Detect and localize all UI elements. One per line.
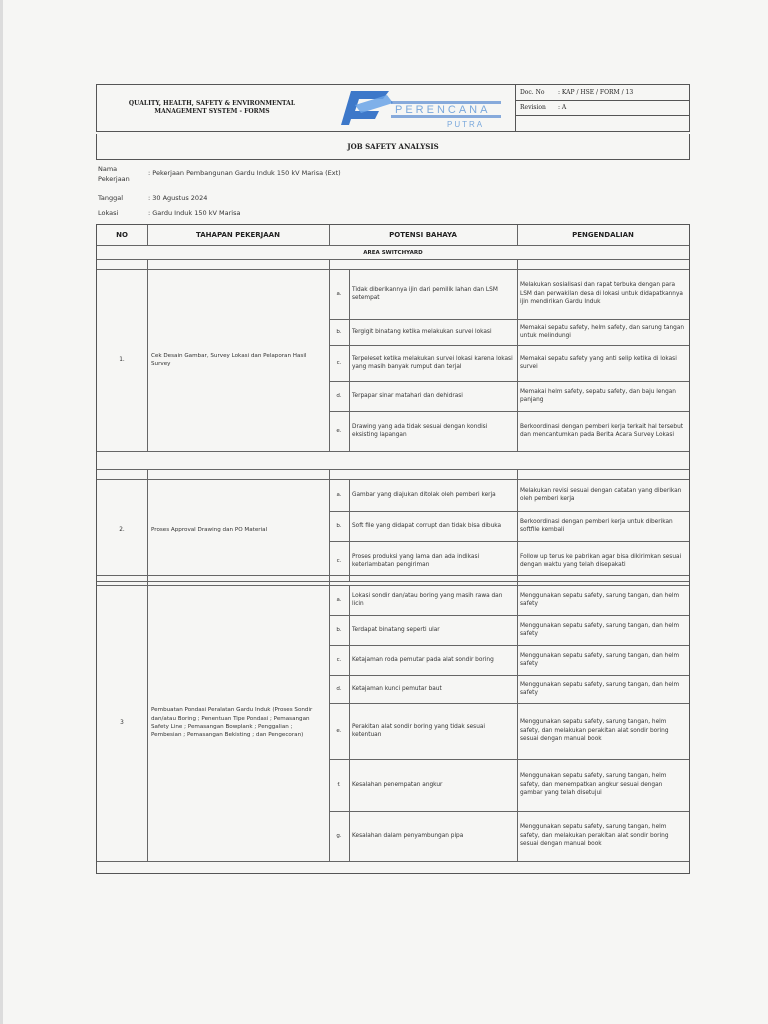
grid-line <box>97 245 689 246</box>
revision-value: : A <box>558 104 567 111</box>
control-text: Menggunakan sepatu safety, sarung tangan, dan helm safety <box>520 622 680 637</box>
hazard-letter: c. <box>336 557 342 564</box>
hazard-text: Lokasi sondir dan/atau boring yang masih rawa dan licin <box>352 592 503 607</box>
hazard-text: Ketajaman roda pemutar pada alat sondir boring <box>352 656 494 663</box>
area-label: AREA SWITCHYARD <box>363 250 423 256</box>
lokasi-value: : Gardu Induk 150 kV Marisa <box>148 209 241 217</box>
grid-line <box>349 269 350 451</box>
hazard-letter: g. <box>336 832 342 839</box>
grid-line <box>517 225 518 245</box>
hazard-text: Tergigit binatang ketika melakukan survei lokasi <box>352 328 492 335</box>
control-text: Berkoordinasi dengan pemberi kerja untuk diberikan softfile kembali <box>520 518 673 533</box>
tanggal-label: Tanggal <box>98 194 124 202</box>
control-text: Menggunakan sepatu safety, sarung tangan, helm safety, dan melakukan perakitan alat sondir boring sesuai dengan manual book <box>520 719 669 743</box>
hazard-text: Terdapat binatang seperti ular <box>352 626 440 633</box>
step-description: Cek Desain Gambar, Survey Lokasi dan Pelaporan Hasil Survey <box>151 352 307 367</box>
grid-line <box>147 259 148 451</box>
step-number: 2. <box>119 526 125 533</box>
col-header-potensi: POTENSI BAHAYA <box>389 231 457 239</box>
company-system-title <box>97 85 327 131</box>
hazard-text: Tidak diberikannya ijin dari pemilik lahan dan LSM setempat <box>352 286 498 301</box>
grid-line <box>97 575 689 576</box>
doc-no-label: Doc. No <box>520 89 545 96</box>
hazard-text: Proses produksi yang lama dan ada indikasi keterlambatan pengiriman <box>352 553 480 568</box>
control-text: Berkoordinasi dengan pemberi kerja terkait hal tersebut dan mencantumkan pada Berita Acara Survey Lokasi <box>520 423 684 438</box>
hazard-text: Soft file yang didapat corrupt dan tidak bisa dibuka <box>352 522 502 529</box>
revision-label: Revision <box>520 104 546 111</box>
nama-label-1: Nama <box>98 165 118 173</box>
logo-text-1: PERENCANA <box>395 104 491 116</box>
grid-line <box>97 469 689 470</box>
grid-line <box>517 259 518 451</box>
step-description: Proses Approval Drawing dan PO Material <box>151 526 268 533</box>
hazard-text: Terpeleset ketika melakukan survei lokasi karena lokasi yang masih banyak rumput dan terjal <box>352 355 513 370</box>
grid-line <box>97 451 689 452</box>
control-text: Memakai helm safety, sepatu safety, dan baju lengan panjang <box>520 388 676 403</box>
hazard-letter: c. <box>336 359 342 366</box>
control-text: Menggunakan sepatu safety, sarung tangan, dan helm safety <box>520 592 680 607</box>
control-text: Menggunakan sepatu safety, sarung tangan, dan helm safety <box>520 652 680 667</box>
grid-line <box>97 581 689 582</box>
hazard-letter: f. <box>337 781 341 788</box>
hazard-letter: e. <box>336 427 342 434</box>
hazard-letter: d. <box>336 392 342 399</box>
control-text: Melakukan revisi sesuai dengan catatan yang diberikan oleh pemberi kerja <box>520 487 682 502</box>
grid-line <box>517 469 518 581</box>
hazard-text: Kesalahan dalam penyambungan pipa <box>352 832 464 839</box>
grid-line <box>329 225 330 245</box>
grid-line <box>147 575 148 861</box>
document-title: JOB SAFETY ANALYSIS <box>96 134 690 160</box>
control-text: Follow up terus ke pabrikan agar bisa dikirimkan sesuai dengan waktu yang telah disepakati <box>520 553 682 568</box>
hazard-letter: e. <box>336 727 342 734</box>
doc-info-box <box>515 85 689 131</box>
hazard-text: Terpapar sinar matahari dan dehidrasi <box>352 392 463 399</box>
hazard-text: Ketajaman kunci pemutar baut <box>352 685 442 692</box>
grid-line <box>349 585 350 861</box>
hazard-letter: b. <box>336 522 342 529</box>
grid-line <box>517 575 518 861</box>
tanggal-value: : 30 Agustus 2024 <box>148 194 208 202</box>
company-logo <box>329 85 515 131</box>
hazard-letter: a. <box>336 491 342 498</box>
step-number: 1. <box>119 356 125 363</box>
grid-line <box>97 259 689 260</box>
hazard-letter: d. <box>336 685 342 692</box>
logo-mark-icon <box>329 85 515 131</box>
control-text: Memakai sepatu safety yang anti selip ketika di lokasi survei <box>520 355 677 370</box>
hazard-letter: b. <box>336 626 342 633</box>
logo-text-2: PUTRA <box>447 120 485 129</box>
hazard-text: Gambar yang diajukan ditolak oleh pemberi kerja <box>352 491 496 498</box>
col-header-pengendalian: PENGENDALIAN <box>572 231 634 239</box>
page-edge <box>0 0 3 1024</box>
company-line-1: QUALITY, HEALTH, SAFETY & ENVIRONMENTAL <box>128 100 296 107</box>
control-text: Menggunakan sepatu safety, sarung tangan, helm safety, dan menempatkan angkur sesuai dengan gambar yang telah disetujui <box>520 773 667 797</box>
hazard-letter: a. <box>336 290 342 297</box>
form-header <box>96 84 690 132</box>
hazard-letter: b. <box>336 328 342 335</box>
hazard-text: Drawing yang ada tidak sesuai dengan kondisi eksisting lapangan <box>352 423 488 438</box>
nama-value: : Pekerjaan Pembangunan Gardu Induk 150 kV Marisa (Ext) <box>148 169 341 177</box>
step-description: Pembuatan Pondasi Peralatan Gardu Induk (Proses Sondir dan/atau Boring ; Penentuan Tipe Pondasi ; Pemasangan Safety Line ; Pemasangan Bowplank ; Penggalian ; Pembesian ; Pemasangan Bekisting ; dan Pengecoran) <box>151 707 313 739</box>
company-line-2: MANAGEMENT SYSTEM - FORMS <box>154 108 270 115</box>
hazard-text: Kesalahan penempatan angkur <box>352 781 443 788</box>
jsa-table <box>96 224 690 874</box>
hazard-text: Perakitan alat sondir boring yang tidak sesuai ketentuan <box>352 723 486 738</box>
grid-line <box>349 479 350 581</box>
control-text: Menggunakan sepatu safety, sarung tangan, helm safety, dan melakukan perakitan alat sondir boring sesuai dengan manual book <box>520 824 669 848</box>
grid-line <box>147 469 148 581</box>
hazard-letter: c. <box>336 656 342 663</box>
grid-line <box>147 225 148 245</box>
col-header-no: NO <box>116 231 128 239</box>
doc-no-value: : KAP / HSE / FORM / 13 <box>558 89 634 96</box>
col-header-tahapan: TAHAPAN PEKERJAAN <box>196 231 280 239</box>
step-number: 3 <box>120 719 124 726</box>
nama-label-2: Pekerjaan <box>98 175 130 183</box>
control-text: Melakukan sosialisasi dan rapat terbuka dengan para LSM dan perwakilan desa di lokasi untuk didapatkannya ijin mendirikan Gardu Induk <box>520 282 683 306</box>
control-text: Memakai sepatu safety, helm safety, dan sarung tangan untuk melindungi <box>520 324 685 339</box>
grid-line <box>97 861 689 862</box>
control-text: Menggunakan sepatu safety, sarung tangan, dan helm safety <box>520 681 680 696</box>
lokasi-label: Lokasi <box>98 209 119 217</box>
hazard-letter: a. <box>336 596 342 603</box>
